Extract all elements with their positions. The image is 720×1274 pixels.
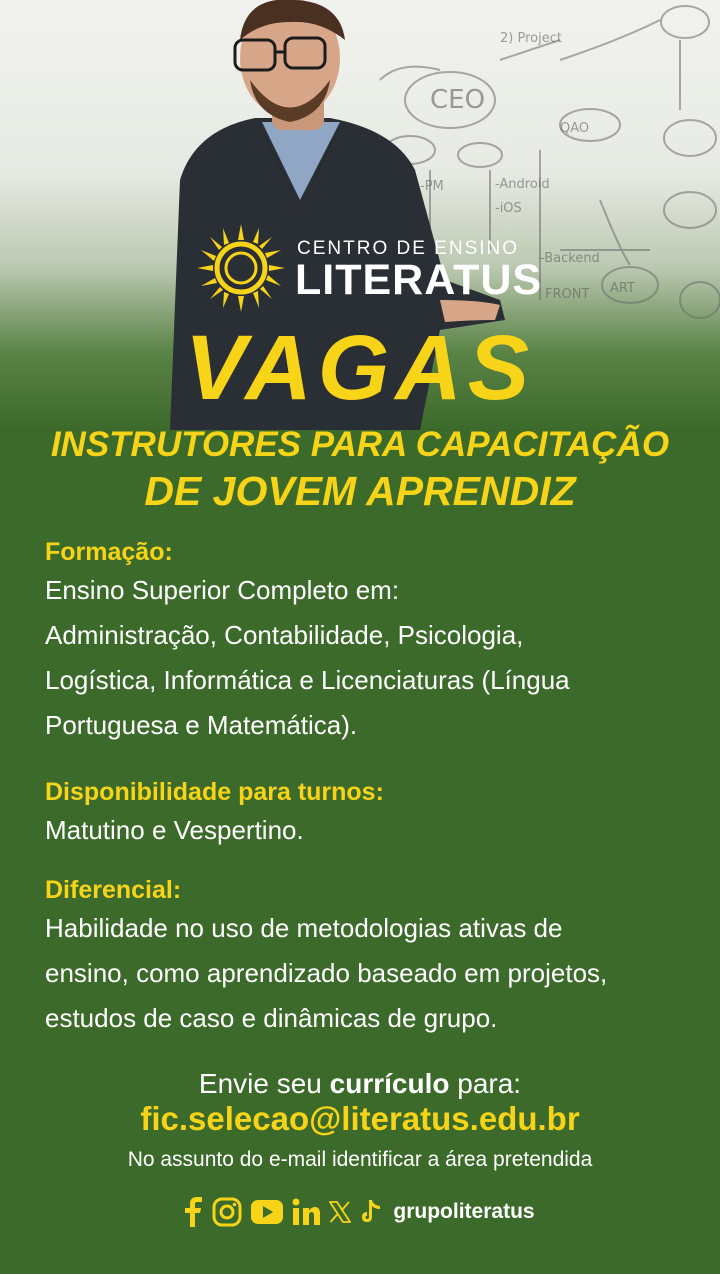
svg-text:2) Project: 2) Project bbox=[500, 31, 562, 46]
svg-text:ART: ART bbox=[610, 281, 635, 296]
cta-instruction bbox=[0, 1068, 720, 1100]
linkedin-icon[interactable] bbox=[292, 1198, 320, 1226]
cta-prefix: Envie seu bbox=[198, 1068, 330, 1099]
job-title bbox=[0, 424, 720, 516]
svg-text:-PM: -PM bbox=[420, 179, 444, 194]
sun-logo-icon bbox=[195, 222, 287, 314]
section-text bbox=[45, 808, 695, 853]
x-icon[interactable] bbox=[329, 1201, 351, 1223]
tiktok-icon[interactable] bbox=[360, 1199, 382, 1225]
logo-title: LITERATUS bbox=[295, 256, 543, 304]
job-title-line1: INSTRUTORES PARA CAPACITAÇÃO bbox=[50, 425, 670, 464]
section-diferencial bbox=[45, 874, 695, 1041]
cta-suffix: para: bbox=[449, 1068, 522, 1099]
svg-text:-Android: -Android bbox=[495, 177, 550, 192]
svg-text:CEO: CEO bbox=[430, 85, 486, 115]
svg-text:QAO: QAO bbox=[560, 121, 590, 136]
literatus-logo bbox=[195, 222, 543, 312]
instagram-icon[interactable] bbox=[212, 1197, 242, 1227]
section-text bbox=[45, 568, 695, 748]
facebook-icon[interactable] bbox=[185, 1197, 203, 1227]
section-label: Disponibilidade para turnos: bbox=[45, 778, 384, 806]
svg-text:-iOS: -iOS bbox=[495, 201, 522, 216]
text-line: Ensino Superior Completo em: bbox=[45, 575, 400, 605]
svg-text:FRONT: FRONT bbox=[545, 287, 590, 302]
social-handle[interactable]: grupoliteratus bbox=[393, 1200, 535, 1223]
email-subject-note: No assunto do e-mail identificar a área pretendida bbox=[127, 1148, 593, 1171]
section-text bbox=[45, 906, 695, 1041]
text-line: Matutino e Vespertino. bbox=[45, 815, 304, 845]
text-line: Habilidade no uso de metodologias ativas de bbox=[45, 913, 563, 943]
social-bar bbox=[0, 1195, 720, 1229]
logo-subtitle: CENTRO DE ENSINO bbox=[297, 238, 520, 259]
job-title-line2: DE JOVEM APRENDIZ bbox=[144, 468, 576, 514]
text-line: Portuguesa e Matemática). bbox=[45, 710, 358, 740]
text-line: Logística, Informática e Licenciaturas (Língua bbox=[45, 665, 570, 695]
text-line: estudos de caso e dinâmicas de grupo. bbox=[45, 1003, 498, 1033]
svg-text:-Backend: -Backend bbox=[540, 251, 600, 266]
cta-bold: currículo bbox=[329, 1068, 450, 1099]
section-disponibilidade bbox=[45, 776, 695, 853]
section-label: Diferencial: bbox=[45, 876, 182, 904]
email-link[interactable]: fic.selecao@literatus.edu.br bbox=[140, 1100, 580, 1137]
text-line: ensino, como aprendizado baseado em projetos, bbox=[45, 958, 608, 988]
text-line: Administração, Contabilidade, Psicologia, bbox=[45, 620, 524, 650]
youtube-icon[interactable] bbox=[251, 1200, 283, 1224]
headline: VAGAS bbox=[184, 317, 536, 419]
section-formacao bbox=[45, 536, 695, 748]
section-label: Formação: bbox=[45, 538, 173, 566]
